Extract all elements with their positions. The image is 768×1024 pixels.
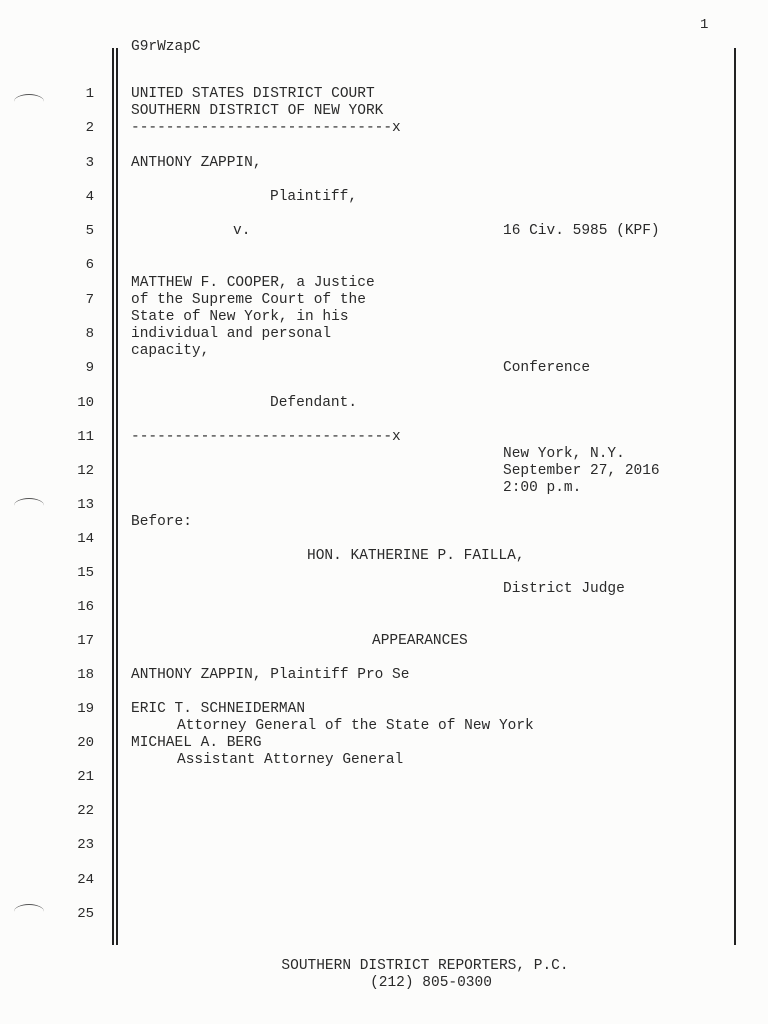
line-number: 1 — [85, 86, 94, 102]
line-number: 20 — [77, 735, 94, 751]
line-number: 3 — [85, 155, 94, 171]
location-line: New York, N.Y. — [503, 446, 625, 462]
line-number: 18 — [77, 667, 94, 683]
defendant-line: State of New York, in his — [131, 309, 349, 325]
defendant-line: individual and personal — [131, 326, 332, 342]
line-number: 5 — [85, 223, 94, 239]
court-name-line2: SOUTHERN DISTRICT OF NEW YORK — [131, 103, 384, 119]
case-number: 16 Civ. 5985 (KPF) — [503, 223, 660, 239]
defendant-line: capacity, — [131, 343, 210, 359]
time-line: 2:00 p.m. — [503, 480, 582, 496]
line-number: 25 — [77, 906, 94, 922]
line-number: 19 — [77, 701, 94, 717]
line-number: 13 — [77, 497, 94, 513]
attorney-title: Assistant Attorney General — [177, 752, 404, 768]
line-number: 22 — [77, 803, 94, 819]
left-margin-rule-outer — [112, 48, 114, 945]
attorney-title: Attorney General of the State of New York — [177, 718, 534, 734]
appearances-heading: APPEARANCES — [372, 633, 468, 649]
left-margin-rule-inner — [116, 48, 118, 945]
line-number: 8 — [85, 326, 94, 342]
judge-name: HON. KATHERINE P. FAILLA, — [307, 548, 525, 564]
plaintiff-name: ANTHONY ZAPPIN, — [131, 155, 262, 171]
before-label: Before: — [131, 514, 192, 530]
line-number: 11 — [77, 429, 94, 445]
attorney-name: MICHAEL A. BERG — [131, 735, 262, 751]
attorney-name: ERIC T. SCHNEIDERMAN — [131, 701, 306, 717]
line-number: 24 — [77, 872, 94, 888]
line-number: 21 — [77, 769, 94, 785]
line-number: 9 — [85, 360, 94, 376]
line-number: 7 — [85, 292, 94, 308]
line-number: 4 — [85, 189, 94, 205]
caption-separator-bottom: ------------------------------x — [131, 429, 401, 445]
hole-punch-bottom — [14, 904, 44, 919]
page-number: 1 — [700, 17, 709, 33]
line-number: 23 — [77, 837, 94, 853]
right-margin-rule — [734, 48, 736, 945]
footer-phone: (212) 805-0300 — [370, 975, 492, 991]
defendant-role: Defendant. — [270, 395, 358, 411]
line-number: 14 — [77, 531, 94, 547]
defendant-line: MATTHEW F. COOPER, a Justice — [131, 275, 375, 291]
versus: v. — [233, 223, 251, 239]
defendant-line: of the Supreme Court of the — [131, 292, 366, 308]
header-code: G9rWzapC — [131, 39, 201, 55]
court-name-line1: UNITED STATES DISTRICT COURT — [131, 86, 375, 102]
line-number: 12 — [77, 463, 94, 479]
footer-company: SOUTHERN DISTRICT REPORTERS, P.C. — [281, 958, 569, 974]
line-number: 16 — [77, 599, 94, 615]
line-number: 17 — [77, 633, 94, 649]
plaintiff-role: Plaintiff, — [270, 189, 358, 205]
caption-separator-top: ------------------------------x — [131, 120, 401, 136]
line-number: 10 — [77, 395, 94, 411]
line-number: 15 — [77, 565, 94, 581]
line-number: 2 — [85, 120, 94, 136]
date-line: September 27, 2016 — [503, 463, 660, 479]
appearance-plaintiff: ANTHONY ZAPPIN, Plaintiff Pro Se — [131, 667, 410, 683]
judge-title: District Judge — [503, 581, 625, 597]
hole-punch-top — [14, 94, 44, 109]
hole-punch-middle — [14, 498, 44, 513]
line-number: 6 — [85, 257, 94, 273]
proceeding-type: Conference — [503, 360, 591, 376]
